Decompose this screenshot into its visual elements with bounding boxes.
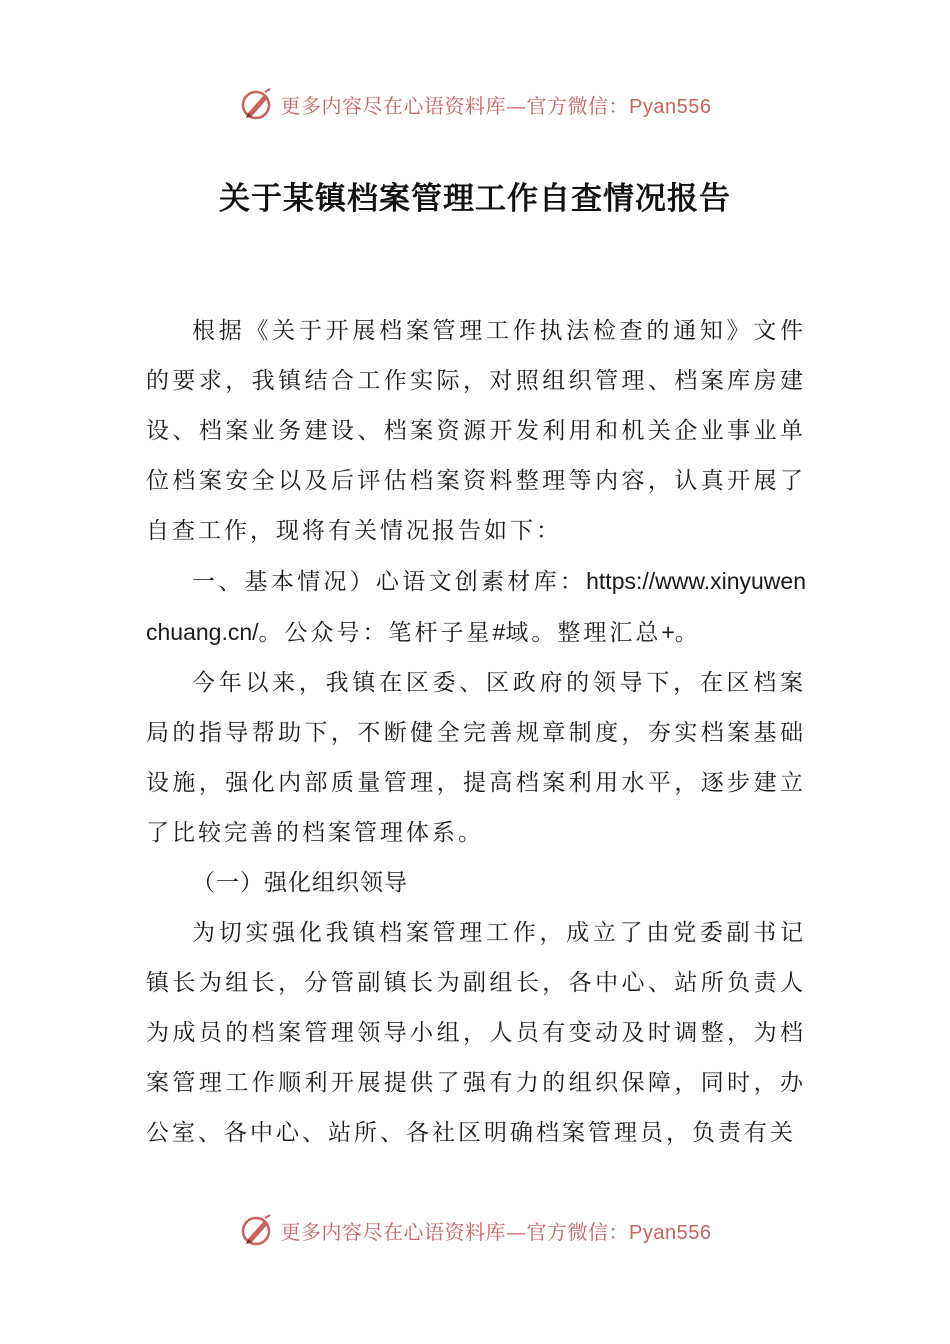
watermark-text: 更多内容尽在心语资料库—官方微信：Pyan556 xyxy=(280,1219,712,1244)
paragraph-basic-situation: 一、基本情况）心语文创素材库：https://www.xinyuwenchuang.cn/。公众号：笔杆子星#域。整理汇总+。 xyxy=(146,568,806,646)
paragraph-overview: 今年以来，我镇在区委、区政府的领导下，在区档案局的指导帮助下，不断健全完善规章制度，夯实档案基础设施，强化内部质量管理，提高档案利用水平，逐步建立了比较完善的档案管理体系。 xyxy=(146,670,806,846)
paragraph-organization: 为切实强化我镇档案管理工作，成立了由党委副书记镇长为组长，分管副镇长为副组长，各中心、站所负责人为成员的档案管理领导小组，人员有变动及时调整，为档案管理工作顺利开展提供了强有力的组织保障，同时，办公室、各中心、站所、各社区明确档案管理员，负责有关 xyxy=(146,920,806,1146)
pen-logo-icon xyxy=(239,86,275,122)
section-heading-organization: （一）强化组织领导 xyxy=(192,870,408,896)
watermark-header xyxy=(0,84,950,124)
watermark-text: 更多内容尽在心语资料库—官方微信：Pyan556 xyxy=(280,93,712,118)
document-title: 关于某镇档案管理工作自查情况报告 xyxy=(219,181,731,217)
pen-logo-icon xyxy=(239,1212,275,1248)
paragraph-intro: 根据《关于开展档案管理工作执法检查的通知》文件的要求，我镇结合工作实际，对照组织管理、档案库房建设、档案业务建设、档案资源开发利用和机关企业事业单位档案安全以及后评估档案资料整理等内容，认真开展了自查工作，现将有关情况报告如下： xyxy=(146,318,806,544)
document-body xyxy=(146,306,806,1158)
watermark-footer xyxy=(0,1210,950,1250)
